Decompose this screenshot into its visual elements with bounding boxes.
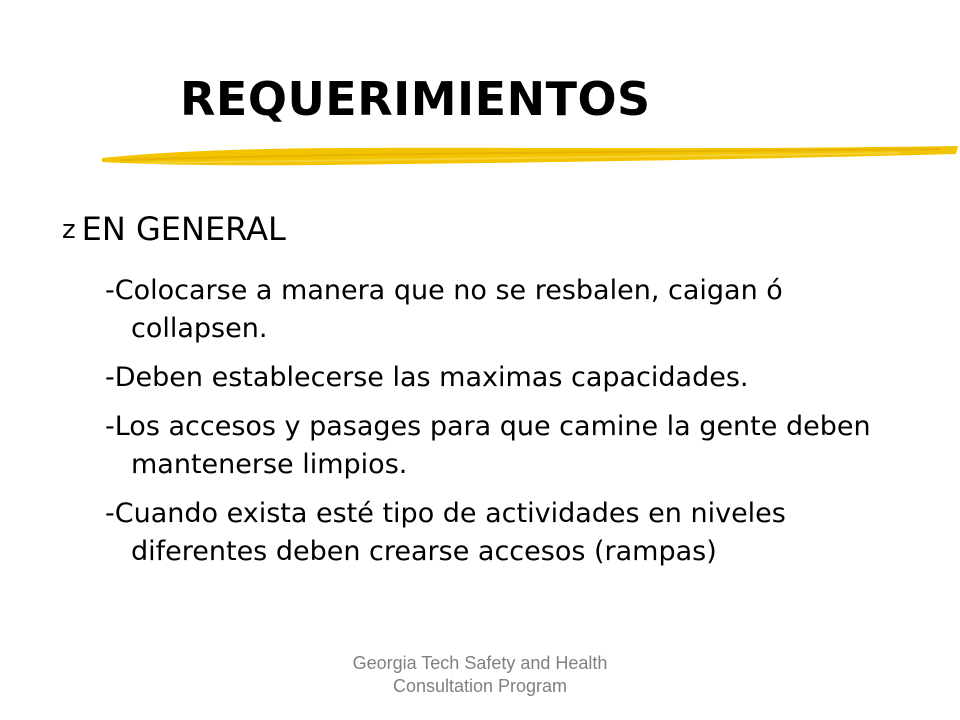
list-item: -Colocarse a manera que no se resbalen, caigan ó collapsen. bbox=[105, 275, 783, 344]
list-item: -Deben establecerse las maximas capacidades. bbox=[105, 362, 749, 393]
section-heading bbox=[62, 210, 286, 248]
z-bullet-icon: z bbox=[62, 215, 76, 245]
footer bbox=[300, 652, 660, 698]
list-item: -Los accesos y pasages para que camine la gente deben mantenerse limpios. bbox=[105, 411, 871, 480]
list-item: -Cuando exista esté tipo de actividades en niveles diferentes deben crearse accesos (rampas) bbox=[105, 498, 786, 567]
slide-title: REQUERIMIENTOS bbox=[180, 72, 651, 126]
footer-line-1: Georgia Tech Safety and Health bbox=[352, 653, 608, 673]
title-brush-underline bbox=[100, 140, 960, 170]
section-heading-text: EN GENERAL bbox=[81, 210, 286, 248]
requirements-list bbox=[105, 272, 895, 582]
footer-line-2: Consultation Program bbox=[392, 676, 568, 696]
